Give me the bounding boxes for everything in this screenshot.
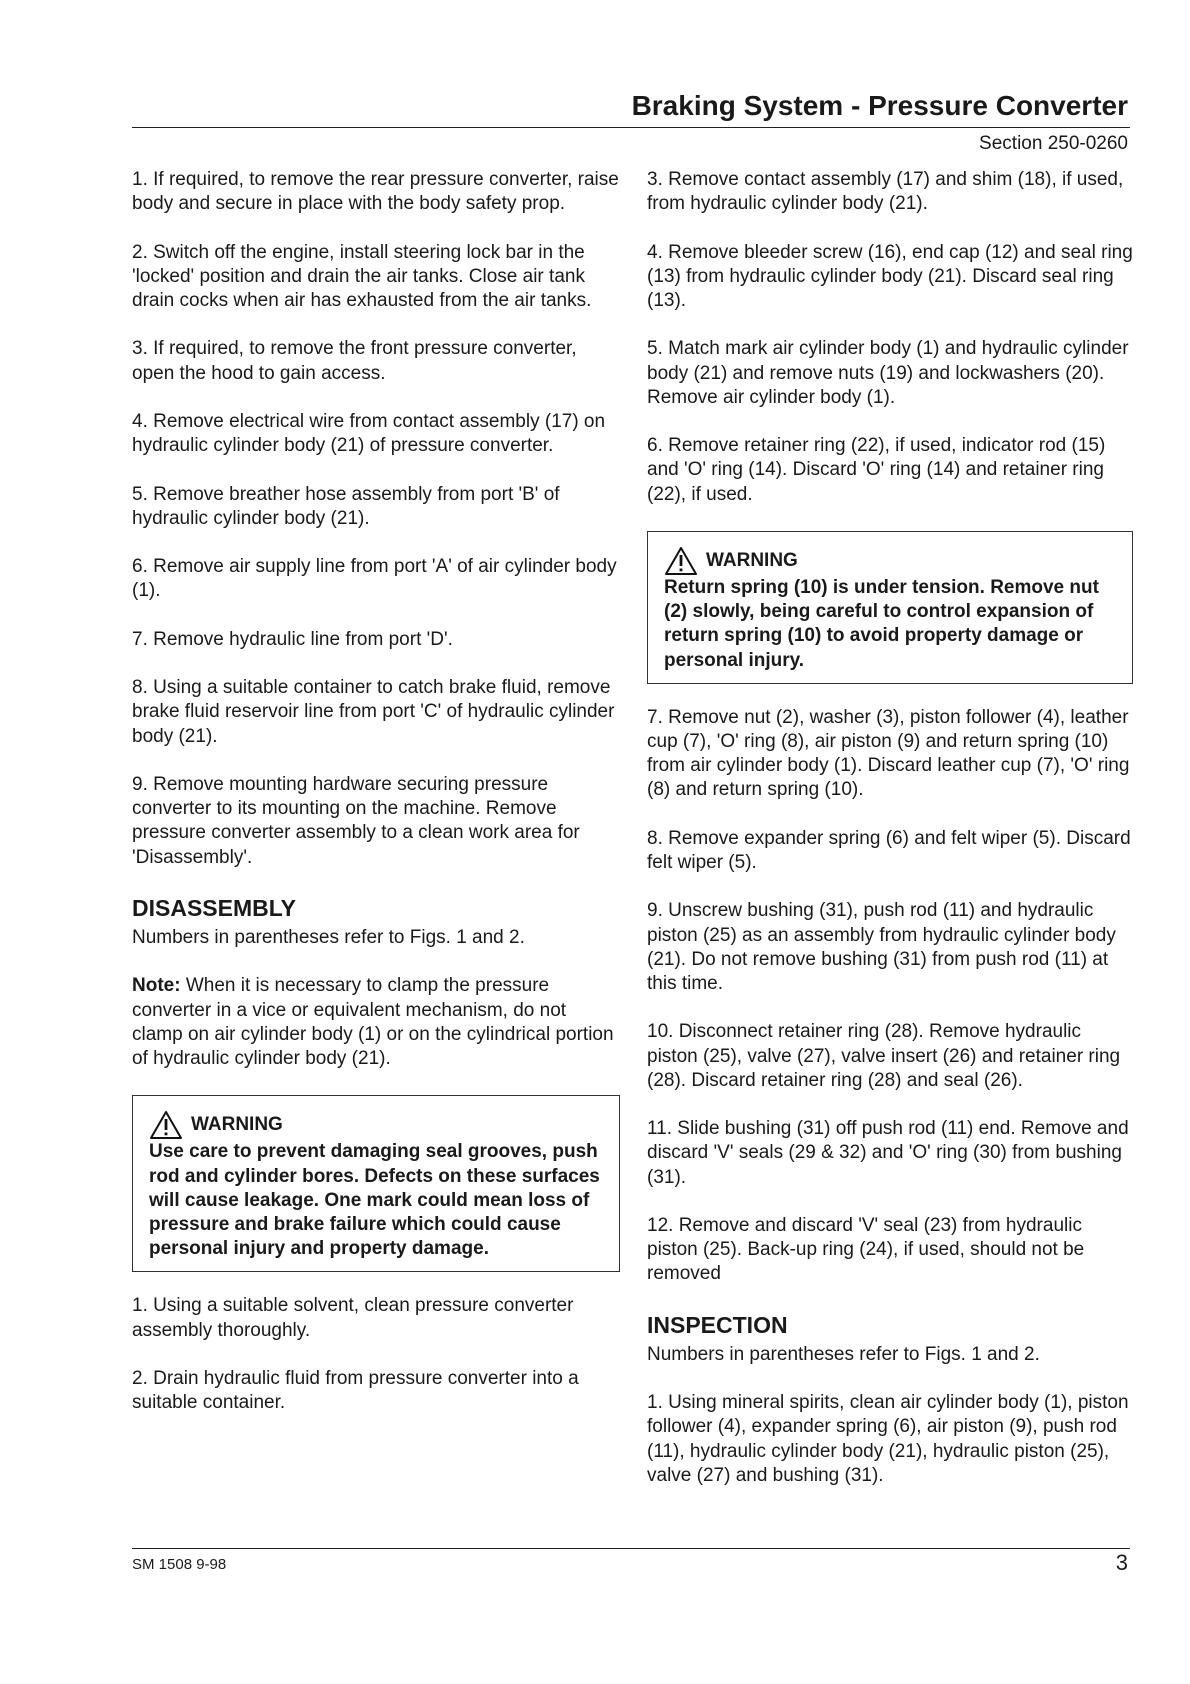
warning-title-text: WARNING: [706, 549, 798, 571]
footer-rule: [132, 1548, 1130, 1549]
inspection-intro: Numbers in parentheses refer to Figs. 1 and 2.: [647, 1343, 1040, 1365]
note-text: When it is necessary to clamp the pressure converter in a vice or equivalent mechanism, do not clamp on air cylinder body (1) or on the cylindrical portion of hydraulic cylinder body (21).: [132, 975, 614, 1069]
warning-triangle-icon: [664, 546, 698, 576]
disassembly-step: 5. Match mark air cylinder body (1) and hydraulic cylinder body (21) and remove nuts (19) and lockwashers (20). Remove air cylinder body (1).: [647, 338, 1129, 408]
page-title: Braking System - Pressure Converter: [631, 90, 1128, 121]
disassembly-step: 2. Drain hydraulic fluid from pressure converter into a suitable container.: [132, 1367, 579, 1414]
warning-body: Return spring (10) is under tension. Remove nut (2) slowly, being careful to control expansion of return spring (10) to avoid property damage or personal injury.: [664, 576, 1099, 671]
header-rule: [132, 127, 1130, 128]
inspection-step: 1. Using mineral spirits, clean air cylinder body (1), piston follower (4), expander spring (6), air piston (9), push rod (11), hydraulic cylinder body (21), hydraulic piston (25), valve (27) and bushing (31).: [647, 1392, 1129, 1486]
removal-step: 5. Remove breather hose assembly from port 'B' of hydraulic cylinder body (21).: [132, 483, 560, 529]
warning-triangle-icon: [149, 1110, 183, 1140]
removal-step: 2. Switch off the engine, install steering lock bar in the 'locked' position and drain the air tanks. Close air tank drain cocks when air has exhausted from the air tanks.: [132, 241, 592, 311]
removal-step: 6. Remove air supply line from port 'A' of air cylinder body (1).: [132, 556, 617, 602]
removal-step: 9. Remove mounting hardware securing pressure converter to its mounting on the machine. Remove pressure converter assembly to a clean work area for 'Disassembly'.: [132, 773, 580, 868]
disassembly-step: 8. Remove expander spring (6) and felt wiper (5). Discard felt wiper (5).: [647, 827, 1131, 873]
section-reference: Section 250-0260: [979, 133, 1128, 154]
disassembly-step: 12. Remove and discard 'V' seal (23) from hydraulic piston (25). Back-up ring (24), if used, should not be removed: [647, 1214, 1085, 1285]
clamp-note: [132, 974, 620, 1071]
warning-box-return-spring: [647, 531, 1133, 684]
removal-step: 4. Remove electrical wire from contact assembly (17) on hydraulic cylinder body (21) of pressure converter.: [132, 410, 606, 457]
page-number: 3: [1115, 1550, 1128, 1575]
removal-step: 3. If required, to remove the front pressure converter, open the hood to gain access.: [132, 338, 577, 384]
disassembly-step: 4. Remove bleeder screw (16), end cap (12) and seal ring (13) from hydraulic cylinder body (21). Discard seal ring (13).: [647, 241, 1133, 311]
document-code: SM 1508 9-98: [132, 1556, 227, 1573]
warning-title: [664, 546, 1116, 576]
disassembly-step: 6. Remove retainer ring (22), if used, indicator rod (15) and 'O' ring (14). Discard 'O' ring (14) and retainer ring (22), if used.: [647, 435, 1106, 505]
left-column: [132, 168, 620, 1440]
warning-title: [149, 1110, 603, 1140]
disassembly-intro: Numbers in parentheses refer to Figs. 1 and 2.: [132, 926, 525, 948]
warning-body: Use care to prevent damaging seal grooves, push rod and cylinder bores. Defects on these surfaces will cause leakage. One mark could mean loss of pressure and brake failure which could cause personal injury and property damage.: [149, 1141, 600, 1260]
note-label: Note:: [132, 975, 181, 997]
disassembly-step: 11. Slide bushing (31) off push rod (11) end. Remove and discard 'V' seals (29 & 32) and 'O' ring (30) from bushing (31).: [647, 1118, 1129, 1188]
removal-step: 1. If required, to remove the rear pressure converter, raise body and secure in place with the body safety prop.: [132, 169, 619, 215]
right-column: [647, 168, 1133, 1512]
disassembly-heading: DISASSEMBLY: [132, 894, 297, 921]
disassembly-step: 7. Remove nut (2), washer (3), piston follower (4), leather cup (7), 'O' ring (8), air piston (9) and return spring (10) from air cylinder body (1). Discard leather cup (7), 'O' ring (8) and return spring (10).: [647, 706, 1130, 801]
disassembly-step: 3. Remove contact assembly (17) and shim (18), if used, from hydraulic cylinder body (21).: [647, 169, 1124, 215]
inspection-heading: INSPECTION: [647, 1311, 788, 1338]
warning-title-text: WARNING: [191, 1114, 283, 1136]
removal-step: 8. Using a suitable container to catch brake fluid, remove brake fluid reservoir line from port 'C' of hydraulic cylinder body (21).: [132, 677, 615, 747]
disassembly-step: 9. Unscrew bushing (31), push rod (11) and hydraulic piston (25) as an assembly from hydraulic cylinder body (21). Do not remove bushing (31) from push rod (11) at this time.: [647, 900, 1116, 994]
disassembly-step: 10. Disconnect retainer ring (28). Remove hydraulic piston (25), valve (27), valve insert (26) and retainer ring (28). Discard retainer ring (28) and seal (26).: [647, 1021, 1121, 1091]
disassembly-step: 1. Using a suitable solvent, clean pressure converter assembly thoroughly.: [132, 1295, 574, 1341]
warning-box-seal-damage: [132, 1095, 620, 1272]
removal-step: 7. Remove hydraulic line from port 'D'.: [132, 628, 453, 650]
